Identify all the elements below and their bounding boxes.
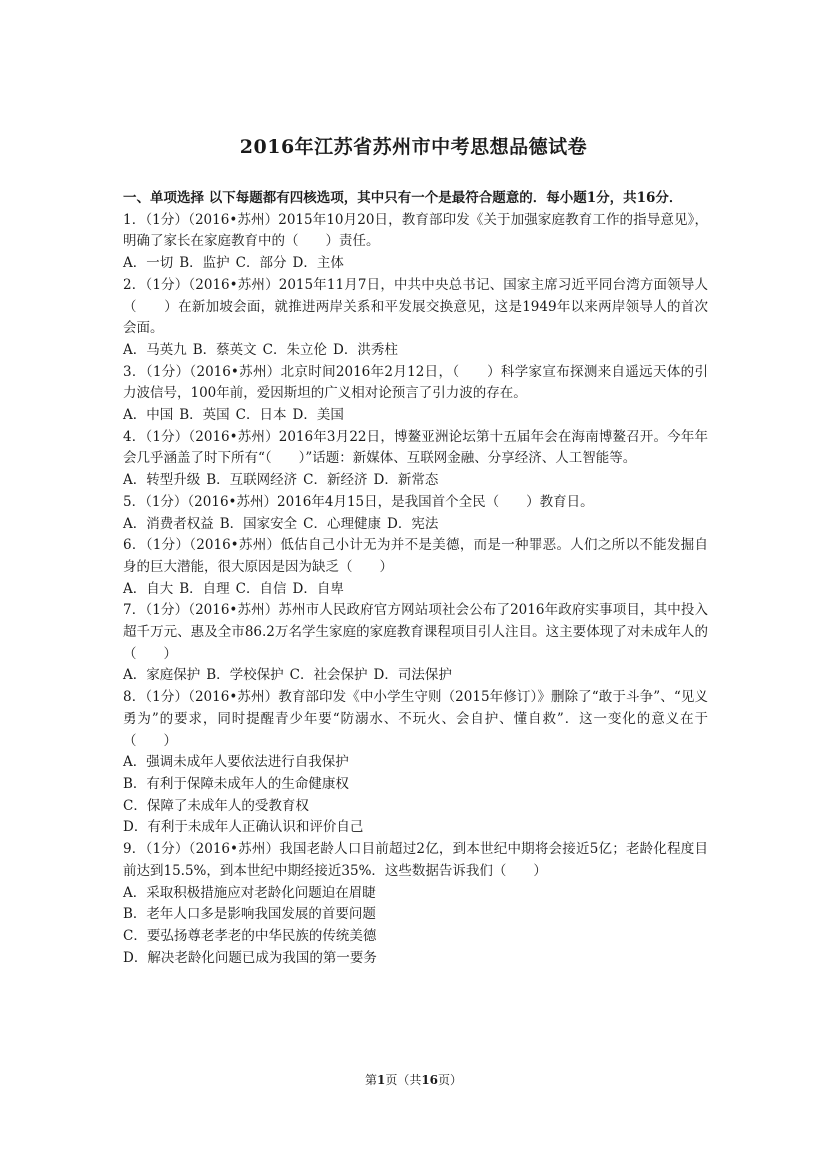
option-row — [123, 405, 708, 427]
question-3 — [123, 362, 708, 427]
answer-option: A．自大 — [123, 580, 174, 597]
option-row — [123, 470, 708, 492]
answer-option: B．蔡英文 — [192, 341, 257, 358]
option-row — [123, 514, 708, 536]
answer-option: D．司法保护 — [373, 667, 452, 684]
question-list — [123, 210, 708, 970]
question-stem: 7．（1分）（2016•苏州）苏州市人民政府官方网站项社会公布了2016年政府实事项目，其中投入超千万元、惠及全市86.2万名学生家庭的家庭教育课程项目引人注目。这主要体现了对未成年人的（ ） — [123, 602, 708, 662]
answer-option: D．主体 — [292, 255, 344, 272]
answer-option: C．保障了未成年人的受教育权 — [123, 797, 309, 814]
answer-option: B．自理 — [179, 580, 230, 597]
answer-option: B．老年人口多是影响我国发展的首要问题 — [123, 906, 376, 923]
footer-prefix: 第 — [364, 1073, 377, 1087]
answer-option: C．朱立伦 — [262, 341, 328, 358]
answer-option: B．互联网经济 — [206, 472, 298, 489]
question-stem: 5．（1分）（2016•苏州）2016年4月15日，是我国首个全民（ ）教育日。 — [123, 493, 594, 510]
answer-option: D．有利于未成年人正确认识和评价自己 — [123, 819, 364, 836]
answer-option: B．英国 — [179, 407, 230, 424]
answer-option: A．家庭保护 — [123, 667, 201, 684]
footer-page-number: 1 — [376, 1073, 386, 1087]
answer-option: A．转型升级 — [123, 472, 201, 489]
section-heading: 一、单项选择 以下每题都有四核选项，其中只有一个是最符合题意的．每小题1分，共16分． — [123, 190, 683, 206]
question-stem: 8．（1分）（2016•苏州）教育部印发《中小学生守则（2015年修订）》删除了“敢于斗争”、“见义勇为”的要求，同时提醒青少年要“防溺水、不玩火、会自护、懂自救”．这一变化的意义在于（ ） — [123, 689, 708, 749]
question-6 — [123, 535, 708, 600]
answer-option: B．监护 — [179, 255, 230, 272]
answer-option: D．宪法 — [387, 515, 439, 532]
footer-total-pages: 16 — [421, 1073, 439, 1087]
page-footer — [0, 1071, 827, 1088]
question-1 — [123, 210, 708, 275]
page-title: 2016年江苏省苏州市中考思想品德试卷 — [239, 136, 588, 158]
answer-option: D．解决老龄化问题已成为我国的第一要务 — [123, 949, 377, 966]
answer-option: C．新经济 — [303, 472, 368, 489]
answer-option: C．部分 — [235, 255, 287, 272]
option-row — [123, 253, 708, 275]
answer-option: B．国家安全 — [219, 515, 298, 532]
answer-option: D．美国 — [292, 407, 344, 424]
answer-option: C．自信 — [235, 580, 287, 597]
question-stem: 1．（1分）（2016•苏州）2015年10月20日，教育部印发《关于加强家庭教育工作的指导意见》，明确了家长在家庭教育中的（ ）责任。 — [123, 211, 708, 250]
answer-option: B．有利于保障未成年人的生命健康权 — [123, 775, 349, 792]
answer-option: C．日本 — [235, 407, 287, 424]
question-stem: 2．（1分）（2016•苏州）2015年11月7日，中共中央总书记、国家主席习近平同台湾方面领导人（ ）在新加坡会面，就推进两岸关系和平发展交换意见，这是1949年以来两岸领导人的首次会面。 — [123, 276, 708, 337]
answer-option: A．马英九 — [123, 341, 187, 358]
answer-option: C．要弘扬尊老孝老的中华民族的传统美德 — [123, 927, 377, 944]
question-2 — [123, 275, 708, 362]
option-row — [123, 665, 708, 687]
answer-option: D．新常态 — [373, 472, 439, 489]
exam-content — [123, 188, 708, 969]
footer-suffix: 页） — [438, 1073, 463, 1087]
question-stem: 9．（1分）（2016•苏州）我国老龄人口目前超过2亿，到本世纪中期将会接近5亿；老龄化程度目前达到15.5%，到本世纪中期经接近35%．这些数据告诉我们（ ） — [123, 841, 708, 879]
question-stem: 4．（1分）（2016•苏州）2016年3月22日，博鳌亚洲论坛第十五届年会在海南博鳌召开。今年年会几乎涵盖了时下所有“（ ）”话题：新媒体、互联网金融、分享经济、人工智能等。 — [123, 428, 708, 467]
answer-option: A．一切 — [123, 255, 174, 272]
answer-option: C．心理健康 — [303, 515, 382, 532]
question-stem: 6．（1分）（2016•苏州）低估自己小计无为并不是美德，而是一种罪恶。人们之所以不能发掘自身的巨大潜能，很大原因是因为缺乏（ ） — [123, 537, 708, 575]
question-7 — [123, 600, 708, 687]
question-5 — [123, 492, 708, 535]
question-4 — [123, 427, 708, 492]
answer-option: A．中国 — [123, 407, 174, 424]
answer-option: A．消费者权益 — [123, 515, 214, 532]
footer-middle: 页（共 — [385, 1073, 422, 1087]
answer-option: B．学校保护 — [206, 667, 284, 684]
answer-option: A．采取积极措施应对老龄化问题迫在眉睫 — [123, 884, 376, 901]
question-8 — [123, 687, 708, 839]
answer-option: D．自卑 — [292, 580, 344, 597]
answer-option: A．强调未成年人要依法进行自我保护 — [123, 754, 349, 771]
option-row — [123, 340, 708, 362]
question-stem: 3．（1分）（2016•苏州）北京时间2016年2月12日，（ ）科学家宣布探测来自遥远天体的引力波信号，100年前，爱因斯坦的广义相对论预言了引力波的存在。 — [123, 363, 708, 402]
answer-option: C．社会保护 — [289, 667, 368, 684]
option-row — [123, 579, 708, 601]
answer-option: D．洪秀柱 — [333, 341, 398, 358]
question-9 — [123, 839, 708, 969]
